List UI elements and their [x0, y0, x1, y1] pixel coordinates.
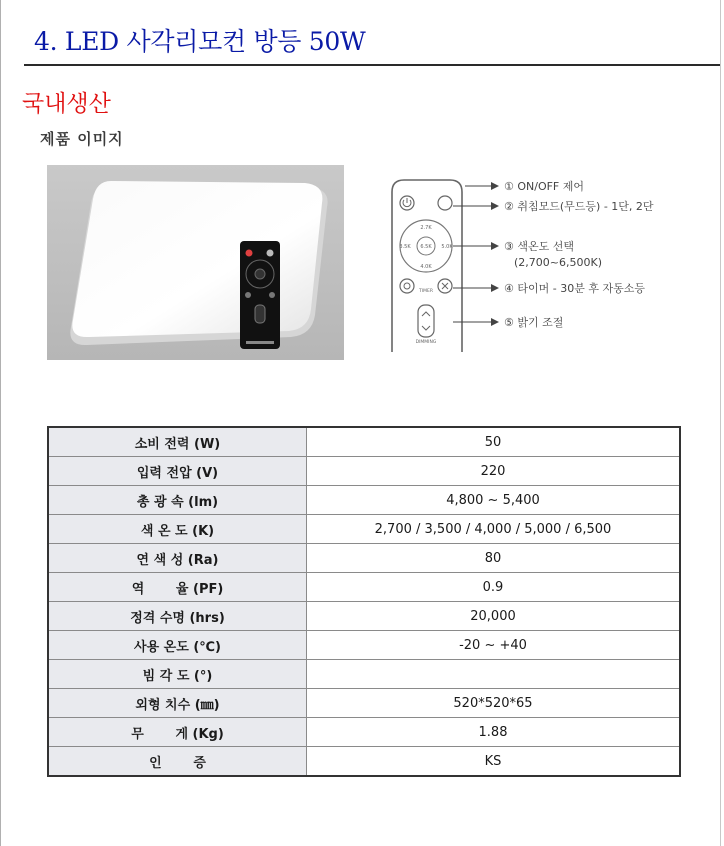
table-row — [48, 718, 680, 747]
moon-button-icon — [438, 196, 452, 210]
cct-top-label: 2.7K — [420, 225, 432, 231]
chevron-down-icon — [422, 326, 430, 330]
table-row — [48, 602, 680, 631]
spec-label: 정격 수명 (hrs) — [48, 602, 307, 631]
callout-dimming: ⑤ 밝기 조절 — [504, 316, 564, 329]
dimming-label: DIMMING — [415, 340, 437, 345]
spec-table — [47, 426, 681, 777]
table-row — [48, 427, 680, 457]
callout-cct-range: (2,700~6,500K) — [514, 256, 602, 269]
timer-button-icon — [400, 279, 414, 293]
table-row — [48, 631, 680, 660]
callout-cct: ③ 색온도 선택 — [504, 240, 574, 253]
table-row — [48, 689, 680, 718]
spec-value — [307, 660, 681, 689]
table-row — [48, 457, 680, 486]
spec-label: 총 광 속 (lm) — [48, 486, 307, 515]
table-row — [48, 544, 680, 573]
spec-value: 520*520*65 — [307, 689, 681, 718]
spec-label: 색 온 도 (K) — [48, 515, 307, 544]
spec-label: 역 율 (PF) — [48, 573, 307, 602]
spec-label: 연 색 성 (Ra) — [48, 544, 307, 573]
origin-label: 국내생산 — [22, 91, 111, 117]
section-label: 제품 이미지 — [40, 130, 124, 148]
cct-right-label: 5.0K — [441, 244, 453, 250]
spec-label: 무 게 (Kg) — [48, 718, 307, 747]
callout-onoff: ① ON/OFF 제어 — [504, 180, 585, 193]
cct-left-label: 3.5K — [399, 244, 411, 250]
table-row — [48, 573, 680, 602]
spec-value: -20 ~ +40 — [307, 631, 681, 660]
callout-sleep: ② 취침모드(무드등) - 1단, 2단 — [504, 200, 654, 213]
spec-value: 20,000 — [307, 602, 681, 631]
spec-value: 2,700 / 3,500 / 4,000 / 5,000 / 6,500 — [307, 515, 681, 544]
callout-timer: ④ 타이머 - 30분 후 자동소등 — [504, 282, 645, 295]
product-photo — [47, 165, 344, 360]
spec-value: 4,800 ~ 5,400 — [307, 486, 681, 515]
spec-value: KS — [307, 747, 681, 777]
cct-bottom-label: 4.0K — [420, 264, 432, 270]
spec-label: 빔 각 도 (°) — [48, 660, 307, 689]
cct-center-label: 6.5K — [420, 244, 432, 250]
spec-value: 50 — [307, 427, 681, 457]
title-divider — [24, 64, 720, 66]
dimming-rocker — [418, 305, 434, 337]
spec-label: 인 증 — [48, 747, 307, 777]
spec-label: 사용 온도 (℃) — [48, 631, 307, 660]
page-edge-right — [720, 0, 721, 846]
spec-label: 외형 치수 (㎜) — [48, 689, 307, 718]
timer-label: TIMER — [419, 289, 433, 294]
spec-label: 소비 전력 (W) — [48, 427, 307, 457]
page-edge-left — [0, 0, 1, 846]
spec-value: 1.88 — [307, 718, 681, 747]
spec-value: 220 — [307, 457, 681, 486]
spec-value: 0.9 — [307, 573, 681, 602]
table-row — [48, 747, 680, 777]
spec-label: 입력 전압 (V) — [48, 457, 307, 486]
table-row — [48, 660, 680, 689]
table-row — [48, 515, 680, 544]
remote-diagram — [386, 172, 686, 357]
table-row — [48, 486, 680, 515]
spec-value: 80 — [307, 544, 681, 573]
led-panel — [72, 181, 322, 337]
product-title: 4. LED 사각리모컨 방등 50W — [34, 27, 366, 56]
chevron-up-icon — [422, 312, 430, 316]
